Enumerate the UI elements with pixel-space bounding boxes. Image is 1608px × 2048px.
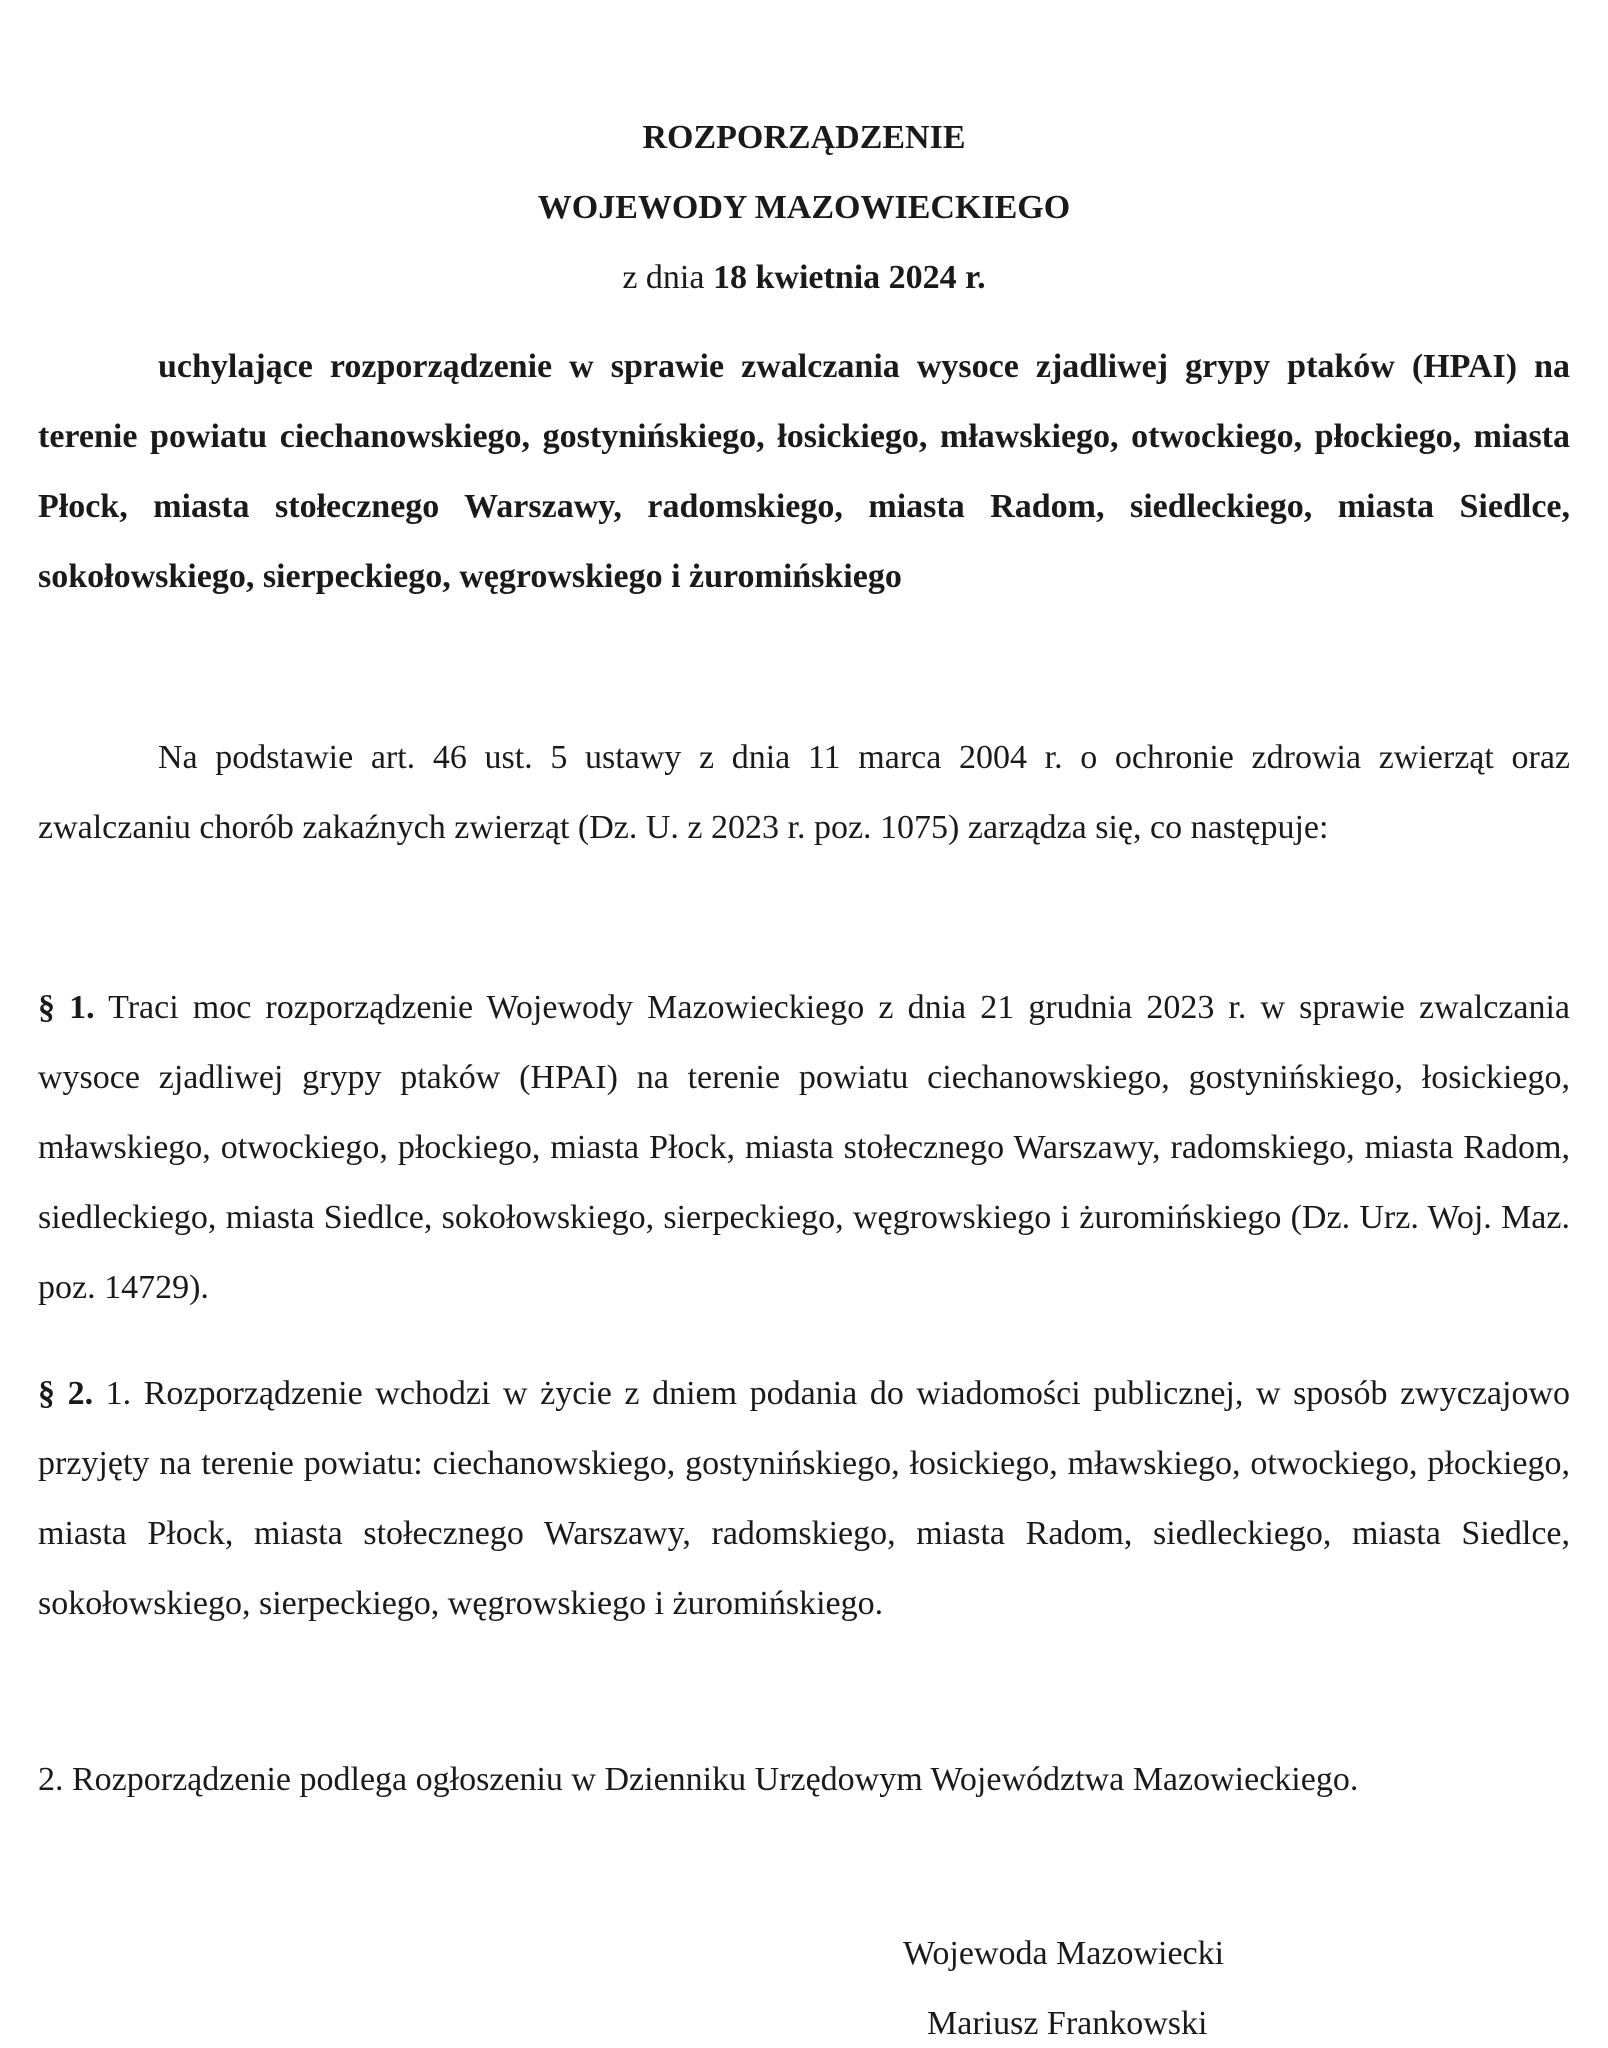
- section-2-point-2: 2. Rozporządzenie podlega ogłoszeniu w Dzienniku Urzędowym Województwa Mazowieckiego.: [38, 1761, 1359, 1798]
- document-date: [0, 258, 1608, 298]
- section-2-point-1-text: 1. Rozporządzenie wchodzi w życie z dniem podania do wiadomości publicznej, w sposób zwyczajowo przyjęty na terenie powiatu: ciechanowskiego, gostynińskiego, łosickiego, mławskiego, otwockiego, płockiego, miasta Płock, miasta stołecznego Warszawy, radomskiego, miasta Radom, siedleckiego, miasta Siedlce, sokołowskiego, sierpeckiego, węgrowskiego i żuromińskiego.: [38, 1375, 1571, 1622]
- document-type-heading: ROZPORZĄDZENIE: [642, 119, 966, 156]
- signatory-name: Mariusz Frankowski: [927, 2005, 1208, 2042]
- date-value: 18 kwietnia 2024 r.: [712, 259, 986, 296]
- section-2-marker: § 2.: [38, 1375, 94, 1412]
- section-1: [38, 973, 1570, 1323]
- signatory-title: Wojewoda Mazowiecki: [903, 1935, 1225, 1972]
- legal-basis-preamble: Na podstawie art. 46 ust. 5 ustawy z dnia 11 marca 2004 r. o ochronie zdrowia zwierząt oraz zwalczaniu chorób zakaźnych zwierząt (Dz. U. z 2023 r. poz. 1075) zarządza się, co następuje:: [38, 739, 1570, 846]
- section-2-point-1: [38, 1359, 1570, 1639]
- date-prefix: z dnia: [622, 259, 713, 296]
- issuer-heading: WOJEWODY MAZOWIECKIEGO: [537, 189, 1071, 226]
- section-1-marker: § 1.: [38, 989, 95, 1026]
- document-subject: uchylające rozporządzenie w sprawie zwalczania wysoce zjadliwej grypy ptaków (HPAI) na terenie powiatu ciechanowskiego, gostynińskiego, łosickiego, mławskiego, otwockiego, płockiego, miasta Płock, miasta stołecznego Warszawy, radomskiego, miasta Radom, siedleckiego, miasta Siedlce, sokołowskiego, sierpeckiego, węgrowskiego i żuromińskiego: [38, 348, 1570, 595]
- section-1-text: Traci moc rozporządzenie Wojewody Mazowieckiego z dnia 21 grudnia 2023 r. w sprawie zwalczania wysoce zjadliwej grypy ptaków (HPAI) na terenie powiatu ciechanowskiego, gostynińskiego, łosickiego, mławskiego, otwockiego, płockiego, miasta Płock, miasta stołecznego Warszawy, radomskiego, miasta Radom, siedleckiego, miasta Siedlce, sokołowskiego, sierpeckiego, węgrowskiego i żuromińskiego (Dz. Urz. Woj. Maz. poz. 14729).: [38, 989, 1571, 1306]
